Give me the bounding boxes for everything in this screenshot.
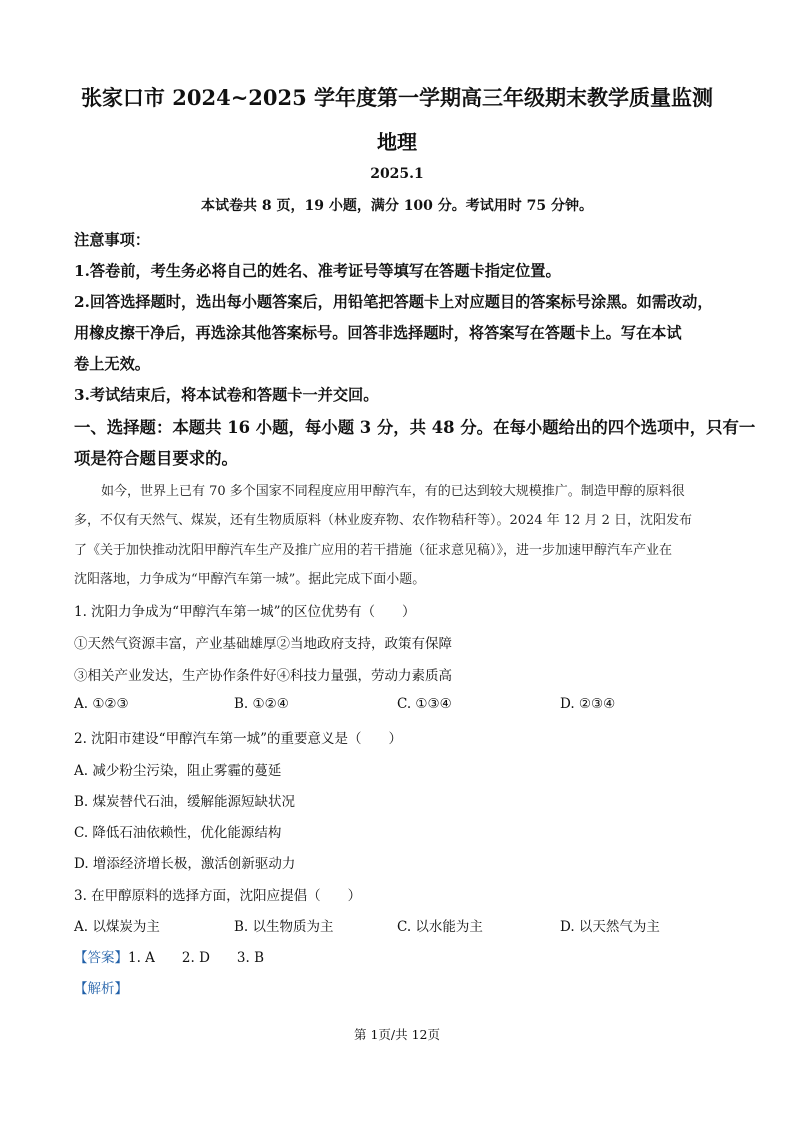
q1-statements-2: ③相关产业发达，生产协作条件好④科技力量强，劳动力素质高: [74, 668, 452, 684]
q1-stem: 1. 沈阳力争成为“甲醇汽车第一城”的区位优势有（ ）: [74, 604, 416, 620]
q2-stem: 2. 沈阳市建设“甲醇汽车第一城”的重要意义是（ ）: [74, 731, 402, 747]
page-footer: 第 1页/共 12页: [353, 1027, 441, 1042]
answer-line: [74, 946, 264, 966]
q3-option-d: D. 以天然气为主: [560, 919, 660, 935]
analysis-tag: 【解析】: [74, 981, 128, 997]
passage-line-3: 了《关于加快推动沈阳甲醇汽车生产及推广应用的若干措施（征求意见稿）》，进一步加速甲醇汽车产业在: [74, 543, 673, 558]
q1-option-a: A. ①②③: [74, 696, 129, 712]
exam-date: 2025.1: [370, 166, 424, 182]
q2-option-b: B. 煤炭替代石油，缓解能源短缺状况: [74, 794, 296, 810]
exam-title: 张家口市 2024~2025 学年度第一学期高三年级期末教学质量监测: [80, 85, 714, 110]
q2-option-c: C. 降低石油依赖性，优化能源结构: [74, 825, 282, 841]
notice-heading: 注意事项：: [74, 231, 150, 249]
analysis-line: [74, 977, 128, 997]
notice-item-3: 3.考试结束后，将本试卷和答题卡一并交回。: [74, 386, 379, 404]
q3-option-a: A. 以煤炭为主: [74, 919, 160, 935]
q2-option-d: D. 增添经济增长极，激活创新驱动力: [74, 856, 296, 872]
q3-stem: 3. 在甲醇原料的选择方面，沈阳应提倡（ ）: [74, 888, 362, 904]
answer-tag: 【答案】: [74, 950, 128, 966]
section-heading-line-1: 一、选择题：本题共 16 小题，每小题 3 分，共 48 分。在每小题给出的四个选项中，只有一: [74, 418, 756, 437]
q3-option-b: B. 以生物质为主: [234, 919, 334, 935]
q1-option-d: D. ②③④: [560, 696, 616, 712]
notice-item-1: 1.答卷前，考生务必将自己的姓名、准考证号等填写在答题卡指定位置。: [74, 262, 561, 280]
passage-line-4: 沈阳落地，力争成为“甲醇汽车第一城”。据此完成下面小题。: [74, 572, 426, 587]
q1-option-b: B. ①②④: [234, 696, 289, 712]
q3-option-c: C. 以水能为主: [397, 919, 483, 935]
exam-info: 本试卷共 8 页，19 小题，满分 100 分。考试用时 75 分钟。: [200, 198, 594, 214]
q1-option-c: C. ①③④: [397, 696, 452, 712]
answer-text: 1. A 2. D 3. B: [128, 950, 265, 966]
q2-option-a: A. 减少粉尘污染，阻止雾霾的蔓延: [74, 763, 282, 779]
passage-line-2: 多，不仅有天然气、煤炭，还有生物质原料（林业废弃物、农作物秸秆等）。2024 年 12 月 2 日，沈阳发布: [74, 513, 693, 528]
q1-statements-1: ①天然气资源丰富，产业基础雄厚②当地政府支持，政策有保障: [74, 636, 452, 652]
passage-line-1: 如今，世界上已有 70 多个国家不同程度应用甲醇汽车，有的已达到较大规模推广。制造甲醇的原料很: [101, 484, 685, 499]
notice-item-2-line-2: 用橡皮擦干净后，再选涂其他答案标号。回答非选择题时，将答案写在答题卡上。写在本试: [74, 324, 682, 342]
notice-item-2-line-3: 卷上无效。: [74, 355, 150, 373]
section-heading-line-2: 项是符合题目要求的。: [74, 449, 238, 468]
subject-title: 地理: [377, 130, 417, 154]
notice-item-2-line-1: 2.回答选择题时，选出每小题答案后，用铅笔把答题卡上对应题目的答案标号涂黑。如需改动，: [74, 293, 713, 311]
